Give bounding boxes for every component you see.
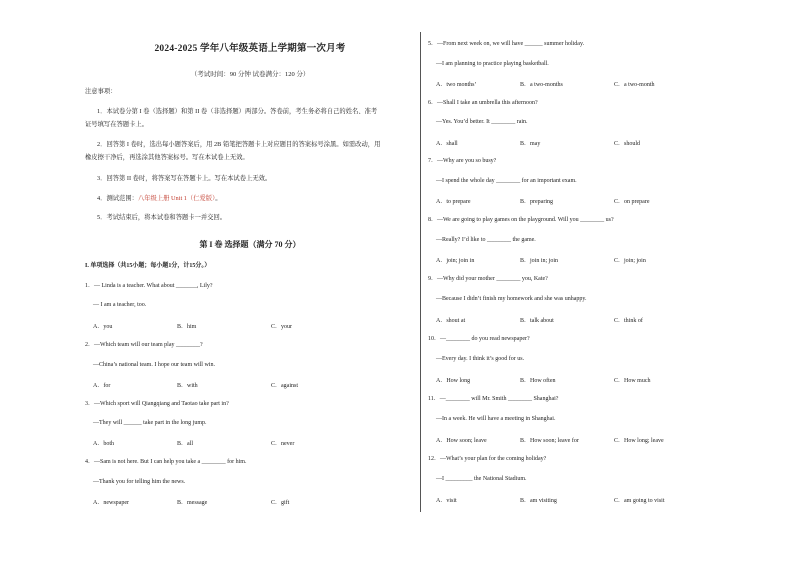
question-reply: —Because I didn’t finish my homework and she was unhappy. [436, 296, 587, 302]
question-stem: 1．— Linda is a teacher. What about _______, Lily? [85, 283, 213, 289]
part-heading: I. 单项选择（共15小题；每小题1分，计15分。） [85, 263, 211, 269]
option-c[interactable]: C．How much [614, 378, 651, 384]
option-b[interactable]: B．talk about [520, 318, 554, 324]
question-stem: 10．—________ do you read newspaper? [428, 336, 530, 342]
option-a[interactable]: A．visit [436, 498, 457, 504]
option-c[interactable]: C．gift [271, 500, 290, 506]
scope-period: 。 [215, 195, 222, 202]
question-reply: — I am a teacher, too. [93, 302, 147, 308]
question-stem: 8．—We are going to play games on the playground. Will you ________ us? [428, 217, 614, 223]
question-reply: —I am planning to practice playing basketball. [436, 61, 549, 67]
question-reply: —They will ______ take part in the long jump. [93, 420, 207, 426]
option-a[interactable]: A．join; join in [436, 258, 475, 264]
option-c[interactable]: C．am going to visit [614, 498, 665, 504]
scope-label: 4．测试范围： [97, 195, 138, 202]
notice-item: 3．回答第 II 卷时，将答案写在答题卡上。写在本试卷上无效。 [97, 175, 272, 182]
question-stem: 6．—Shall I take an umbrella this afternoon? [428, 100, 538, 106]
notice-item: 橡皮擦干净后，再选涂其他答案标号。写在本试卷上无效。 [85, 154, 249, 161]
option-b[interactable]: B．may [520, 141, 541, 147]
question-reply: —Really? I’d like to ________ the game. [436, 237, 536, 243]
option-c[interactable]: C．should [614, 141, 641, 147]
option-b[interactable]: B．with [177, 383, 198, 389]
question-stem: 12．—What’s your plan for the coming holiday? [428, 456, 547, 462]
option-a[interactable]: A．How long [436, 378, 471, 384]
option-a[interactable]: A．you [93, 324, 113, 330]
option-c[interactable]: C．on prepare [614, 199, 650, 205]
option-b[interactable]: B．him [177, 324, 197, 330]
scope-value: 八年级上册 Unit 1（仁爱版） [137, 195, 216, 202]
option-c[interactable]: C．never [271, 441, 295, 447]
question-reply: —I spend the whole day ________ for an important exam. [436, 178, 577, 184]
option-a[interactable]: A．for [93, 383, 111, 389]
option-a[interactable]: A．shall [436, 141, 458, 147]
question-reply: —I _________ the National Stadium. [436, 476, 527, 482]
option-a[interactable]: A．both [93, 441, 115, 447]
question-reply: —Yes. You’d better. It ________ rain. [436, 119, 528, 125]
question-stem: 4．—Sam is not here. But I can help you take a ________ for him. [85, 459, 247, 465]
question-stem: 7．—Why are you so busy? [428, 158, 497, 164]
exam-subtitle: （考试时间：90 分钟 试卷满分：120 分） [190, 71, 310, 78]
option-b[interactable]: B．join in; join [520, 258, 559, 264]
option-a[interactable]: A．to prepare [436, 199, 471, 205]
option-c[interactable]: C．join; join [614, 258, 646, 264]
option-b[interactable]: B．a two-months [520, 82, 563, 88]
option-b[interactable]: B．How soon; leave for [520, 438, 579, 444]
column-divider [420, 32, 421, 512]
option-a[interactable]: A．How soon; leave [436, 438, 487, 444]
question-reply: —In a week. He will have a meeting in Shanghai. [436, 416, 556, 422]
notice-heading: 注意事项： [85, 88, 117, 95]
option-c[interactable]: C．think of [614, 318, 643, 324]
option-b[interactable]: B．message [177, 500, 208, 506]
option-c[interactable]: C．against [271, 383, 298, 389]
question-stem: 2．—Which team will our team play ________? [85, 342, 203, 348]
option-a[interactable]: A．shout at [436, 318, 466, 324]
option-b[interactable]: B．all [177, 441, 193, 447]
option-c[interactable]: C．a two-month [614, 82, 655, 88]
option-c[interactable]: C．your [271, 324, 293, 330]
notice-item: 1．本试卷分第 I 卷（选择题）和第 II 卷（非选择题）两部分。答卷前，考生务必将自己的姓名、准考 [97, 108, 378, 115]
section-title: 第 I 卷 选择题（满分 70 分） [199, 240, 301, 249]
question-stem: 9．—Why did your mother ________ you, Kate? [428, 276, 548, 282]
option-c[interactable]: C．How long; leave [614, 438, 664, 444]
notice-item-scope [97, 195, 222, 203]
question-reply: —Every day. I think it’s good for us. [436, 356, 525, 362]
question-stem: 3．—Which sport will Qiangqiang and Taotao take part in? [85, 401, 229, 407]
exam-title: 2024-2025 学年八年级英语上学期第一次月考 [154, 44, 346, 54]
notice-item: 2．回答第 I 卷时，选出每小题答案后，用 2B 铅笔把答题卡上对应题目的答案标号涂黑。如需改动，用 [97, 141, 381, 148]
option-a[interactable]: A．newspaper [93, 500, 129, 506]
option-b[interactable]: B．How often [520, 378, 556, 384]
question-stem: 11．—________ will Mr. Smith ________ Shanghai? [428, 396, 559, 402]
question-reply: —Thank you for telling him the news. [93, 479, 186, 485]
question-stem: 5．—From next week on, we will have ______ summer holiday. [428, 41, 585, 47]
notice-item: 5．考试结束后，将本试卷和答题卡一并交回。 [97, 214, 227, 221]
option-b[interactable]: B．am visiting [520, 498, 557, 504]
notice-item: 证号填写在答题卡上。 [85, 121, 148, 128]
option-b[interactable]: B．preparing [520, 199, 553, 205]
option-a[interactable]: A．two months’ [436, 82, 477, 88]
question-reply: —China’s national team. I hope our team will win. [93, 362, 215, 368]
